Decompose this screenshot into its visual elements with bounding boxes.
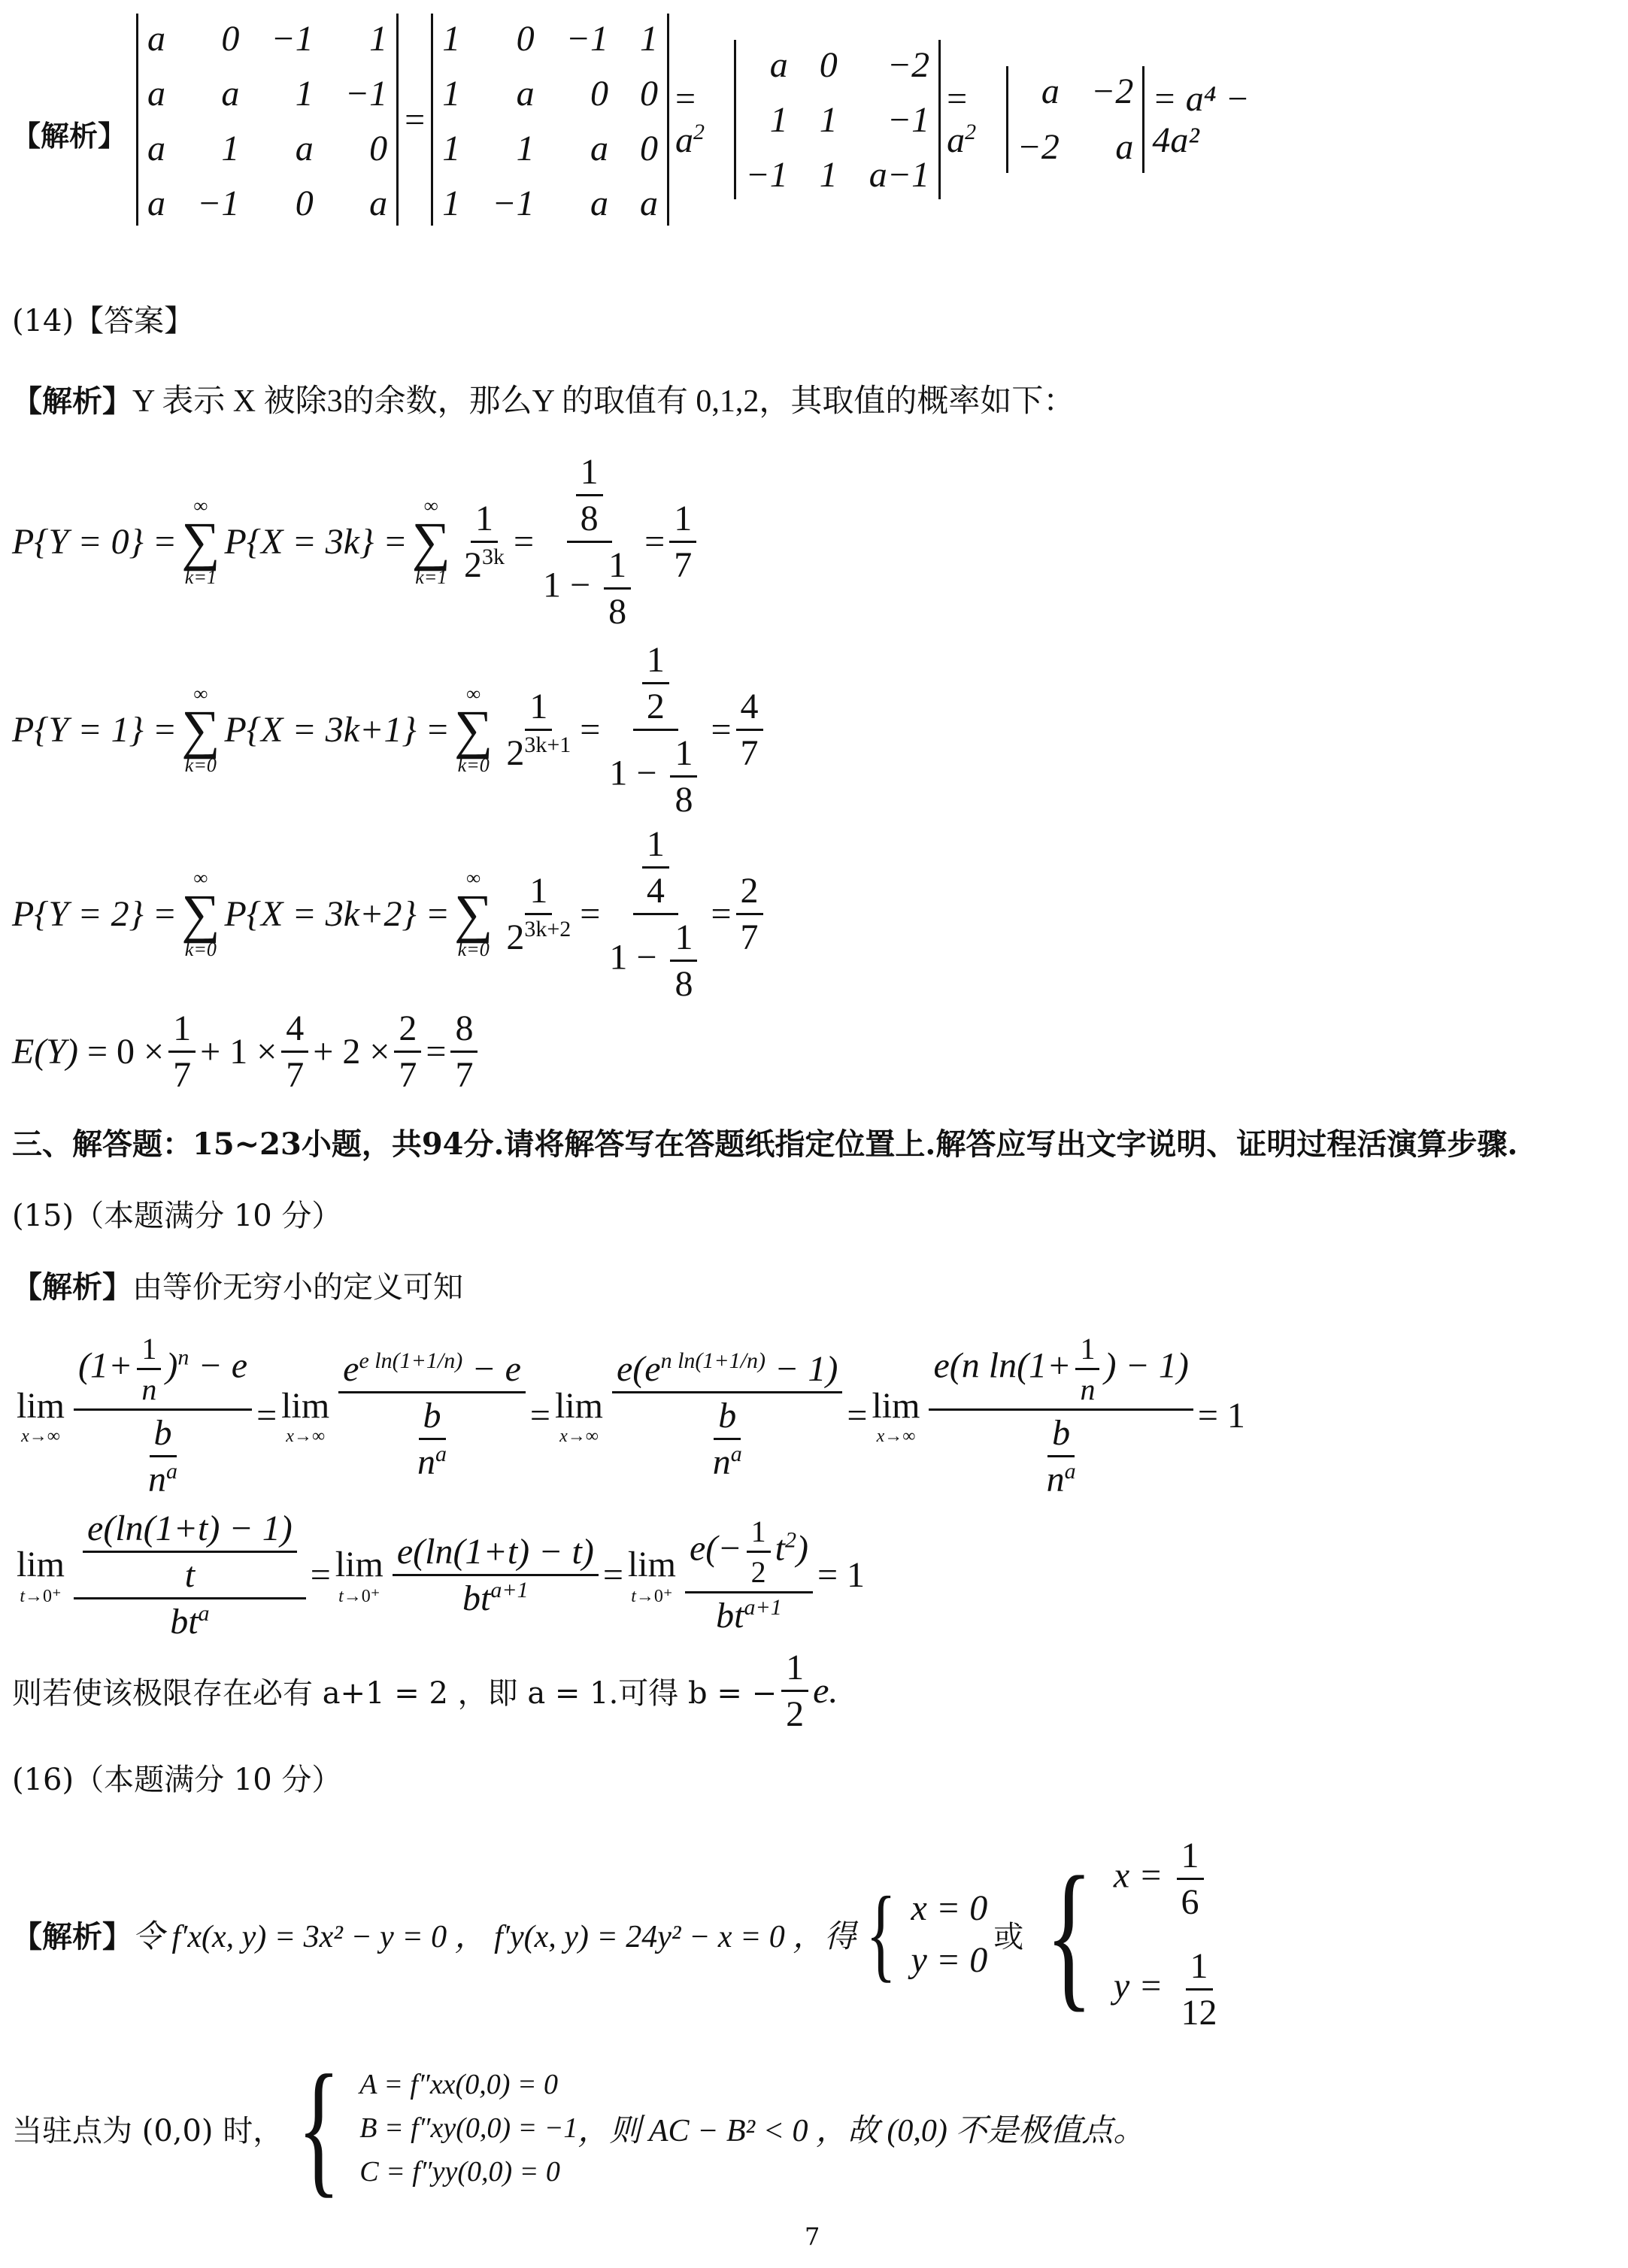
- q15-analysis-line: [12, 1263, 463, 1306]
- determinant-2: [431, 14, 669, 226]
- determinant-block: 【解析】 a 0 −1 1 a a 1 −1 a 1 a 0 a −1 0 a = 1 0 −1 1 1 a 0 0 1 1 a 0 1 −1 a a = $a^2$ a 0 −2 1 1 −1 −1 1 a−1 = $a^2$ a −2 −2 a = a⁴ − 4a²: [12, 14, 1290, 232]
- det1-entry: 0: [295, 183, 314, 223]
- det2-entry: 1: [442, 74, 461, 114]
- det1-entry: a: [147, 19, 165, 59]
- q16-system-2: { x = $\frac{1}{6}$ y = $\frac{1}{12}$: [1045, 1836, 1217, 2033]
- det3-entry: −2: [887, 45, 930, 85]
- py0-mid: P{X = 3k} =: [224, 522, 408, 562]
- det1-entry: 1: [295, 74, 314, 114]
- det2-entry: 0: [516, 19, 535, 59]
- det1-entry: a: [147, 183, 165, 223]
- det1-entry: a: [221, 74, 240, 114]
- q14-analysis-line: [12, 376, 1075, 421]
- py1-mid: P{X = 3k+1} =: [224, 710, 450, 750]
- det2-entry: a: [516, 74, 535, 114]
- det4-entry: a: [1041, 71, 1060, 111]
- det2-entry: 1: [640, 19, 659, 59]
- jiexi-label: 【解析】: [12, 384, 132, 419]
- det4-entry: a: [1115, 127, 1134, 167]
- section-3-heading: 三、解答题：15~23小题，共94分.请将解答写在答题纸指定位置上.解答应写出文字说明、证明过程活演算步骤.: [12, 1126, 1518, 1162]
- q16-or: 或: [993, 1919, 1024, 1954]
- py0-left: P{Y = 0} =: [12, 522, 177, 562]
- py1-left: P{Y = 1} =: [12, 710, 177, 750]
- det2-entry: −1: [565, 19, 609, 59]
- det2-entry: a: [640, 183, 659, 223]
- py2-left: P{Y = 2} =: [12, 894, 177, 934]
- det2-entry: 0: [640, 74, 659, 114]
- det3-entry: 1: [819, 100, 838, 140]
- formula-limit-2: lim t→0⁺ $\frac{\frac{e(\ln(1+t) - 1)}{t}}{bt^a}$ = lim t→0⁺ $\frac{e(\ln(1+t) - t)}{bt^{a+1}}$ = lim t→0⁺ e(− $\frac{1}{2}$ $t^2$) $bt^{a+1}$ = 1: [17, 1508, 866, 1642]
- q16-abc-system: { A = f″xx(0,0) = 0 B = f″xy(0,0) = −1 C = f″yy(0,0) = 0: [297, 2045, 578, 2211]
- det2-entry: −1: [492, 183, 535, 223]
- jiexi-label: 【解析】: [12, 1269, 132, 1305]
- q16-result: ，则 AC − B² < 0 ，故 (0,0) 不是极值点。: [578, 2114, 1145, 2148]
- determinant-1: [136, 14, 399, 226]
- det2-entry: 1: [516, 129, 535, 168]
- det2-entry: 0: [590, 74, 609, 114]
- det1-entry: −1: [197, 183, 240, 223]
- det3-entry: 0: [819, 45, 838, 85]
- q16-system-1: { x = 0 y = 0: [866, 1875, 988, 1992]
- det3-entry: −1: [887, 100, 930, 140]
- q15-conclusion-line: 则若使该极限存在必有 a+1 = 2 ，即 a = 1.可得 b = − $\frac{1}{2}$ e.: [12, 1648, 838, 1734]
- py2-mid: P{X = 3k+2} =: [224, 894, 450, 934]
- det4-entry: −2: [1090, 71, 1134, 111]
- q14-label: (14)【答案】: [12, 304, 195, 338]
- det1-entry: a: [147, 74, 165, 114]
- det2-entry: 1: [442, 129, 461, 168]
- formula-py0: P{Y = 0} = ∞ ∑ k=1 P{X = 3k} = ∞ ∑ k=1 $\frac{1}{2^{3k}}$ = $\frac{1}{8}$ 1 − $\frac{1}{8}$ = $\frac{1}{7}$: [12, 451, 701, 632]
- jiexi-label: 【解析】: [12, 1918, 132, 1954]
- determinant-3: [734, 40, 941, 199]
- det3-entry: 1: [819, 155, 838, 195]
- det2-entry: a: [590, 129, 609, 168]
- det1-entry: a: [369, 183, 388, 223]
- q16-analysis-line: [12, 1835, 1226, 2033]
- det1-entry: 0: [221, 19, 240, 59]
- formula-ey: E(Y) = 0 × $\frac{1}{7}$ + 1 × $\frac{4}{7}$ + 2 × $\frac{2}{7}$ = $\frac{8}{7}$: [12, 1008, 482, 1096]
- det3-entry: −1: [745, 155, 788, 195]
- formula-py1: P{Y = 1} = ∞ ∑ k=0 P{X = 3k+1} = ∞ ∑ k=0 $\frac{1}{2^{3k+1}}$ = $\frac{1}{2}$ 1 − $\frac{1}{8}$ = $\frac{4}{7}$: [12, 639, 768, 820]
- det1-entry: 1: [369, 19, 388, 59]
- det2-entry: 0: [640, 129, 659, 168]
- determinant-result: = a⁴ − 4a²: [1152, 79, 1250, 160]
- q15-conclusion: 则若使该极限存在必有 a+1 = 2 ，即 a = 1.可得 b = −: [12, 1676, 778, 1711]
- determinant-4: [1006, 66, 1145, 173]
- det1-entry: 0: [369, 129, 388, 168]
- det3-entry: 1: [769, 100, 788, 140]
- formula-py2: P{Y = 2} = ∞ ∑ k=0 P{X = 3k+2} = ∞ ∑ k=0 $\frac{1}{2^{3k+2}}$ = $\frac{1}{4}$ 1 − $\frac{1}{8}$ = $\frac{2}{7}$: [12, 823, 768, 1005]
- det2-entry: 1: [442, 183, 461, 223]
- det4-entry: −2: [1017, 127, 1060, 167]
- det3-entry: a: [769, 45, 788, 85]
- det1-entry: 1: [221, 129, 240, 168]
- q15-analysis: 由等价无穷小的定义可知: [132, 1270, 463, 1305]
- det3-entry: a−1: [869, 155, 930, 195]
- q14-analysis: Y 表示 X 被除3的余数，那么Y 的取值有 0,1,2，其取值的概率如下：: [132, 384, 1075, 419]
- page-number: 7: [805, 2222, 820, 2251]
- det2-entry: 1: [442, 19, 461, 59]
- q16-label: (16)（本题满分 10 分）: [12, 1763, 342, 1797]
- q16-analysis: 令 f′x(x, y) = 3x² − y = 0 ， f′y(x, y) = 24y² − x = 0 ，得: [132, 1920, 856, 1954]
- det2-entry: a: [590, 183, 609, 223]
- q16-stationary: 当驻点为 (0,0) 时，: [12, 2113, 283, 2148]
- jiexi-label: 【解析】: [12, 119, 127, 153]
- q16-stationary-line: [12, 2045, 1145, 2211]
- det1-entry: −1: [344, 74, 388, 114]
- det1-entry: a: [147, 129, 165, 168]
- formula-limit-1: lim x→∞ (1+ $\frac{1}{n}$ )$^n$ − e $\frac{b}{n^a}$ = lim x→∞ $\frac{e^{e ln(1+1/n)} - e}{\frac{b}{n^a}}$ = lim x→∞ $\frac{e(e^{n ln(1+1/n)} - 1)}{\frac{b}{n^a}}$ = lim x→∞ e(n ln(1+ $\frac{1}{n}$ ) − 1) $\frac{b}{n^a}$ = 1: [17, 1332, 1245, 1499]
- det1-entry: a: [295, 129, 314, 168]
- det1-entry: −1: [271, 19, 314, 59]
- q15-label: (15)（本题满分 10 分）: [12, 1199, 342, 1233]
